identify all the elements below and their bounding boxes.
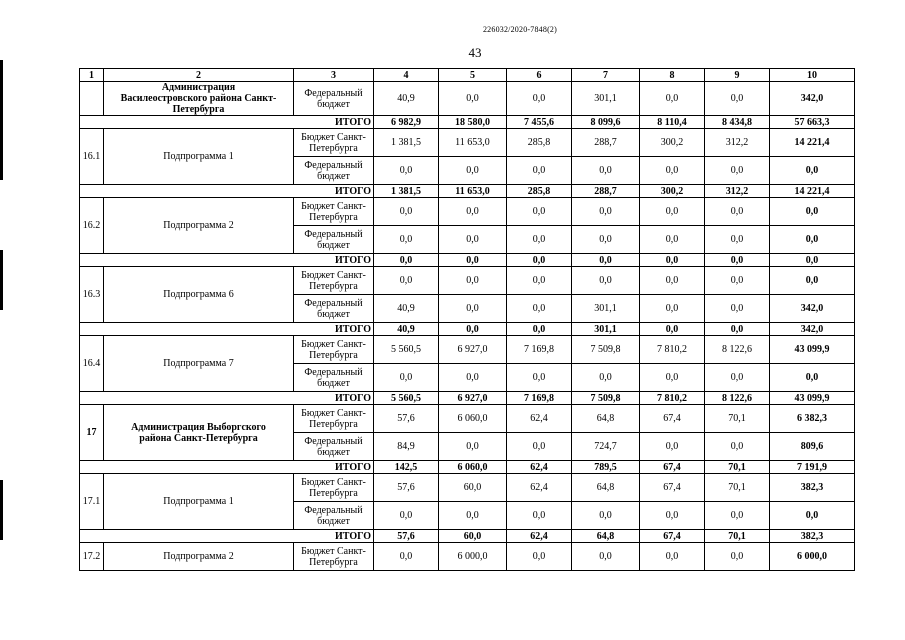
total-value-cell: 57 663,3 (770, 116, 855, 129)
program-name: Администрация Василеостровского района Санкт-Петербурга (104, 82, 294, 116)
value-cell: 64,8 (572, 474, 640, 502)
total-label: ИТОГО (80, 530, 374, 543)
value-cell: 7 169,8 (507, 336, 572, 364)
total-value-cell: 382,3 (770, 530, 855, 543)
value-cell: 40,9 (374, 295, 439, 323)
value-cell: 301,1 (572, 82, 640, 116)
program-name: Подпрограмма 1 (104, 129, 294, 185)
scan-edge-mark (0, 60, 3, 180)
funding-source: Федеральный бюджет (294, 433, 374, 461)
total-value-cell: 0,0 (770, 254, 855, 267)
column-header: 1 (80, 69, 104, 82)
value-cell: 0,0 (374, 198, 439, 226)
value-cell: 0,0 (439, 433, 507, 461)
value-cell: 0,0 (640, 267, 705, 295)
row-number: 17.2 (80, 543, 104, 571)
page-number: 43 (468, 45, 482, 60)
value-cell: 285,8 (507, 129, 572, 157)
funding-source: Бюджет Санкт-Петербурга (294, 198, 374, 226)
total-value-cell: 40,9 (374, 323, 439, 336)
program-name: Подпрограмма 1 (104, 474, 294, 530)
value-cell: 0,0 (640, 502, 705, 530)
value-cell: 0,0 (507, 157, 572, 185)
row-number: 17 (80, 405, 104, 461)
total-value-cell: 57,6 (374, 530, 439, 543)
value-cell: 0,0 (640, 433, 705, 461)
total-value-cell: 789,5 (572, 461, 640, 474)
value-cell: 67,4 (640, 474, 705, 502)
table-row (80, 474, 855, 502)
value-cell: 0,0 (770, 502, 855, 530)
value-cell: 40,9 (374, 82, 439, 116)
column-header: 4 (374, 69, 439, 82)
value-cell: 0,0 (640, 198, 705, 226)
table-row (80, 336, 855, 364)
value-cell: 0,0 (640, 157, 705, 185)
value-cell: 0,0 (705, 198, 770, 226)
total-row (80, 530, 855, 543)
value-cell: 11 653,0 (439, 129, 507, 157)
table-row (80, 267, 855, 295)
funding-source: Бюджет Санкт-Петербурга (294, 267, 374, 295)
row-number: 16.1 (80, 129, 104, 185)
value-cell: 0,0 (439, 157, 507, 185)
table-row (80, 405, 855, 433)
table-row (80, 543, 855, 571)
total-value-cell: 70,1 (705, 530, 770, 543)
total-value-cell: 64,8 (572, 530, 640, 543)
value-cell: 0,0 (507, 198, 572, 226)
value-cell: 0,0 (439, 198, 507, 226)
value-cell: 0,0 (374, 157, 439, 185)
value-cell: 0,0 (705, 433, 770, 461)
funding-source: Федеральный бюджет (294, 364, 374, 392)
total-label: ИТОГО (80, 392, 374, 405)
value-cell: 84,9 (374, 433, 439, 461)
program-name: Подпрограмма 2 (104, 198, 294, 254)
value-cell: 7 509,8 (572, 336, 640, 364)
value-cell: 0,0 (705, 157, 770, 185)
total-value-cell: 0,0 (705, 323, 770, 336)
column-header: 8 (640, 69, 705, 82)
column-header: 7 (572, 69, 640, 82)
total-value-cell: 6 060,0 (439, 461, 507, 474)
value-cell: 0,0 (374, 543, 439, 571)
value-cell: 0,0 (770, 226, 855, 254)
total-value-cell: 285,8 (507, 185, 572, 198)
value-cell: 0,0 (640, 295, 705, 323)
column-header: 2 (104, 69, 294, 82)
value-cell: 0,0 (640, 82, 705, 116)
value-cell: 0,0 (572, 157, 640, 185)
value-cell: 6 000,0 (439, 543, 507, 571)
value-cell: 724,7 (572, 433, 640, 461)
total-value-cell: 11 653,0 (439, 185, 507, 198)
row-number: 16.3 (80, 267, 104, 323)
total-value-cell: 0,0 (640, 254, 705, 267)
funding-source: Бюджет Санкт-Петербурга (294, 129, 374, 157)
value-cell: 67,4 (640, 405, 705, 433)
program-name: Подпрограмма 7 (104, 336, 294, 392)
total-value-cell: 0,0 (374, 254, 439, 267)
value-cell: 809,6 (770, 433, 855, 461)
total-value-cell: 7 455,6 (507, 116, 572, 129)
value-cell: 0,0 (439, 267, 507, 295)
value-cell: 301,1 (572, 295, 640, 323)
value-cell: 0,0 (640, 226, 705, 254)
value-cell: 0,0 (572, 502, 640, 530)
value-cell: 0,0 (507, 502, 572, 530)
value-cell: 0,0 (374, 267, 439, 295)
value-cell: 0,0 (572, 226, 640, 254)
funding-source: Федеральный бюджет (294, 295, 374, 323)
total-value-cell: 5 560,5 (374, 392, 439, 405)
value-cell: 342,0 (770, 82, 855, 116)
value-cell: 0,0 (705, 295, 770, 323)
funding-source: Бюджет Санкт-Петербурга (294, 405, 374, 433)
value-cell: 0,0 (507, 295, 572, 323)
budget-table-body (80, 69, 855, 571)
value-cell: 0,0 (439, 82, 507, 116)
value-cell: 43 099,9 (770, 336, 855, 364)
value-cell: 0,0 (770, 364, 855, 392)
value-cell: 0,0 (770, 157, 855, 185)
total-label: ИТОГО (80, 461, 374, 474)
total-value-cell: 0,0 (572, 254, 640, 267)
value-cell: 64,8 (572, 405, 640, 433)
total-value-cell: 8 434,8 (705, 116, 770, 129)
total-value-cell: 142,5 (374, 461, 439, 474)
value-cell: 0,0 (507, 433, 572, 461)
program-name: Подпрограмма 2 (104, 543, 294, 571)
total-value-cell: 8 099,6 (572, 116, 640, 129)
total-value-cell: 7 509,8 (572, 392, 640, 405)
value-cell: 0,0 (705, 543, 770, 571)
column-header: 6 (507, 69, 572, 82)
value-cell: 0,0 (439, 226, 507, 254)
funding-source: Федеральный бюджет (294, 82, 374, 116)
value-cell: 6 000,0 (770, 543, 855, 571)
value-cell: 62,4 (507, 405, 572, 433)
total-value-cell: 6 927,0 (439, 392, 507, 405)
total-row (80, 461, 855, 474)
budget-table (79, 68, 855, 571)
value-cell: 0,0 (374, 502, 439, 530)
value-cell: 0,0 (640, 364, 705, 392)
value-cell: 0,0 (507, 82, 572, 116)
row-number: 16.4 (80, 336, 104, 392)
value-cell: 0,0 (705, 82, 770, 116)
value-cell: 0,0 (705, 364, 770, 392)
funding-source: Федеральный бюджет (294, 226, 374, 254)
total-label: ИТОГО (80, 116, 374, 129)
value-cell: 312,2 (705, 129, 770, 157)
value-cell: 1 381,5 (374, 129, 439, 157)
funding-source: Бюджет Санкт-Петербурга (294, 543, 374, 571)
total-row (80, 185, 855, 198)
value-cell: 0,0 (439, 295, 507, 323)
value-cell: 70,1 (705, 405, 770, 433)
value-cell: 70,1 (705, 474, 770, 502)
document-code: 226032/2020-7848(2) (482, 25, 557, 34)
value-cell: 0,0 (770, 198, 855, 226)
value-cell: 0,0 (507, 267, 572, 295)
value-cell: 57,6 (374, 474, 439, 502)
value-cell: 8 122,6 (705, 336, 770, 364)
scan-edge-mark (0, 480, 3, 540)
column-header: 9 (705, 69, 770, 82)
funding-source: Бюджет Санкт-Петербурга (294, 336, 374, 364)
total-value-cell: 0,0 (507, 254, 572, 267)
value-cell: 0,0 (374, 226, 439, 254)
value-cell: 0,0 (572, 267, 640, 295)
value-cell: 0,0 (770, 267, 855, 295)
total-value-cell: 70,1 (705, 461, 770, 474)
program-name: Подпрограмма 6 (104, 267, 294, 323)
total-value-cell: 8 110,4 (640, 116, 705, 129)
value-cell: 288,7 (572, 129, 640, 157)
column-header: 3 (294, 69, 374, 82)
value-cell: 0,0 (439, 502, 507, 530)
table-row (80, 82, 855, 116)
total-value-cell: 0,0 (439, 254, 507, 267)
value-cell: 6 060,0 (439, 405, 507, 433)
value-cell: 0,0 (374, 364, 439, 392)
total-value-cell: 0,0 (640, 323, 705, 336)
value-cell: 62,4 (507, 474, 572, 502)
header-row (80, 69, 855, 82)
value-cell: 0,0 (507, 226, 572, 254)
scan-edge-mark (0, 250, 3, 310)
total-value-cell: 7 169,8 (507, 392, 572, 405)
value-cell: 0,0 (640, 543, 705, 571)
funding-source: Федеральный бюджет (294, 502, 374, 530)
column-header: 10 (770, 69, 855, 82)
funding-source: Бюджет Санкт-Петербурга (294, 474, 374, 502)
total-value-cell: 288,7 (572, 185, 640, 198)
total-label: ИТОГО (80, 323, 374, 336)
total-value-cell: 0,0 (705, 254, 770, 267)
total-value-cell: 0,0 (507, 323, 572, 336)
table-row (80, 198, 855, 226)
value-cell: 0,0 (705, 267, 770, 295)
total-value-cell: 67,4 (640, 461, 705, 474)
total-label: ИТОГО (80, 254, 374, 267)
total-value-cell: 342,0 (770, 323, 855, 336)
total-row (80, 116, 855, 129)
total-value-cell: 300,2 (640, 185, 705, 198)
value-cell: 0,0 (705, 226, 770, 254)
total-value-cell: 14 221,4 (770, 185, 855, 198)
total-value-cell: 62,4 (507, 461, 572, 474)
total-value-cell: 8 122,6 (705, 392, 770, 405)
row-number: 16.2 (80, 198, 104, 254)
total-label: ИТОГО (80, 185, 374, 198)
total-value-cell: 1 381,5 (374, 185, 439, 198)
total-value-cell: 312,2 (705, 185, 770, 198)
value-cell: 0,0 (439, 364, 507, 392)
value-cell: 342,0 (770, 295, 855, 323)
value-cell: 0,0 (507, 364, 572, 392)
value-cell: 7 810,2 (640, 336, 705, 364)
total-row (80, 254, 855, 267)
total-row (80, 323, 855, 336)
total-value-cell: 62,4 (507, 530, 572, 543)
total-value-cell: 6 982,9 (374, 116, 439, 129)
row-number (80, 82, 104, 116)
value-cell: 6 927,0 (439, 336, 507, 364)
value-cell: 0,0 (572, 198, 640, 226)
total-value-cell: 60,0 (439, 530, 507, 543)
table-row (80, 129, 855, 157)
value-cell: 6 382,3 (770, 405, 855, 433)
value-cell: 60,0 (439, 474, 507, 502)
value-cell: 14 221,4 (770, 129, 855, 157)
total-value-cell: 7 810,2 (640, 392, 705, 405)
value-cell: 300,2 (640, 129, 705, 157)
row-number: 17.1 (80, 474, 104, 530)
column-header: 5 (439, 69, 507, 82)
value-cell: 0,0 (507, 543, 572, 571)
value-cell: 0,0 (705, 502, 770, 530)
value-cell: 382,3 (770, 474, 855, 502)
total-value-cell: 18 580,0 (439, 116, 507, 129)
total-value-cell: 0,0 (439, 323, 507, 336)
total-value-cell: 7 191,9 (770, 461, 855, 474)
program-name: Администрация Выборгского района Санкт-Петербурга (104, 405, 294, 461)
value-cell: 5 560,5 (374, 336, 439, 364)
value-cell: 57,6 (374, 405, 439, 433)
funding-source: Федеральный бюджет (294, 157, 374, 185)
total-value-cell: 67,4 (640, 530, 705, 543)
total-value-cell: 43 099,9 (770, 392, 855, 405)
value-cell: 0,0 (572, 364, 640, 392)
total-value-cell: 301,1 (572, 323, 640, 336)
total-row (80, 392, 855, 405)
value-cell: 0,0 (572, 543, 640, 571)
